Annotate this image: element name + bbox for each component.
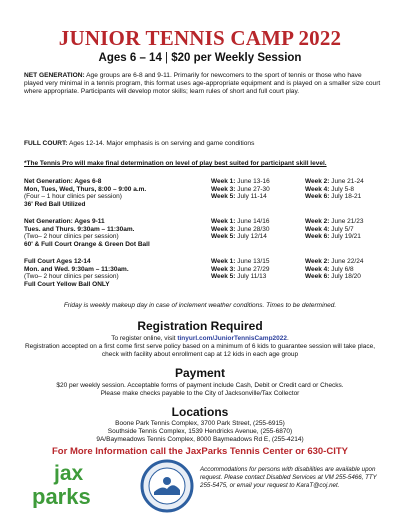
week-label: Week 4: bbox=[305, 265, 330, 273]
group-2-weeks-even bbox=[305, 218, 385, 241]
week-label: Week 5: bbox=[211, 273, 236, 281]
registration-suffix: . bbox=[287, 335, 289, 342]
jaxparks-logo bbox=[30, 460, 120, 508]
page-title: JUNIOR TENNIS CAMP 2022 bbox=[58, 26, 342, 50]
week-date: June 22/24 bbox=[331, 258, 364, 265]
group-1-weeks-odd bbox=[211, 178, 311, 201]
week-date: July 11-14 bbox=[237, 193, 267, 201]
week-date: July 18-21 bbox=[331, 193, 362, 201]
group-1-info bbox=[24, 178, 209, 209]
group-1-times: Mon, Tues, Wed, Thurs, 8:00 – 9:00 a.m. bbox=[24, 185, 147, 193]
group-3-info bbox=[24, 258, 209, 289]
payment-methods: $20 per weekly session. Acceptable forms of payment include Cash, Debit or Credit card or Checks. bbox=[56, 382, 344, 389]
net-generation-text: Age groups are 6-8 and 9-11. Primarily for newcomers to the sport of tennis or those who have played very minimal in a tennis program, this format uses age-appropriate equipment and is played on a smaller size court where appropriate. Participants will develop motor skills; learn rules of short and full court play. bbox=[24, 72, 381, 96]
week-label: Week 2: bbox=[305, 258, 330, 265]
group-3-ball: Full Court Yellow Ball ONLY bbox=[24, 281, 110, 289]
group-3-clinics: (Two– 2 hour clinics per session) bbox=[24, 273, 119, 281]
week-date: July 11/13 bbox=[237, 273, 267, 281]
group-2-weeks-odd bbox=[211, 218, 311, 241]
week-label: Week 6: bbox=[305, 193, 330, 201]
week-label: Week 3: bbox=[211, 265, 236, 273]
week-date: July 6/8 bbox=[331, 265, 354, 273]
group-2-ball: 60' & Full Court Orange & Green Dot Ball bbox=[24, 241, 150, 249]
location-item: Southside Tennis Complex, 1539 Hendricks Avenue, (255-6870) bbox=[107, 428, 293, 436]
group-2-info bbox=[24, 218, 209, 249]
full-court-label: FULL COURT: bbox=[24, 140, 68, 147]
week-label: Week 4: bbox=[305, 185, 330, 193]
week-label: Week 5: bbox=[211, 233, 236, 241]
week-date: July 5/7 bbox=[331, 225, 354, 233]
skill-level-note: *The Tennis Pro will make final determination on level of play best suited for participant skill level. bbox=[24, 160, 327, 167]
city-seal-icon bbox=[140, 459, 194, 513]
week-date: June 27/29 bbox=[237, 265, 270, 273]
group-1-clinics: (Four – 1 hour clinics per session) bbox=[24, 193, 122, 201]
week-date: June 27-30 bbox=[237, 185, 270, 193]
subtitle bbox=[0, 52, 400, 64]
week-label: Week 2: bbox=[305, 218, 330, 225]
makeup-day-note: Friday is weekly makeup day in case of inclement weather conditions. Times to be determined. bbox=[63, 302, 337, 309]
net-generation-paragraph bbox=[24, 72, 382, 97]
group-2-clinics: (Two– 2 hour clinics per session) bbox=[24, 233, 119, 241]
week-label: Week 2: bbox=[305, 178, 330, 185]
week-date: June 21-24 bbox=[331, 178, 364, 185]
subtitle-price: $20 per Weekly Session bbox=[171, 52, 302, 64]
week-label: Week 6: bbox=[305, 273, 330, 281]
location-item: Boone Park Tennis Complex, 3700 Park Street, (255-6915) bbox=[115, 420, 285, 427]
registration-prefix: To register online, visit bbox=[111, 335, 176, 342]
week-date: June 28/30 bbox=[237, 225, 270, 233]
week-label: Week 3: bbox=[211, 225, 236, 233]
group-3-weeks-odd bbox=[211, 258, 311, 281]
registration-text bbox=[24, 335, 376, 360]
week-label: Week 6: bbox=[305, 233, 330, 241]
week-label: Week 1: bbox=[211, 218, 236, 225]
group-3-times: Mon. and Wed. 9:30am – 11:30am. bbox=[24, 265, 129, 273]
group-2-name: Net Generation: Ages 9-11 bbox=[24, 218, 105, 225]
location-item: 9A/Baymeadows Tennis Complex, 8000 Baymeadows Rd E, (255-4214) bbox=[96, 436, 304, 444]
group-2-times: Tues. and Thurs. 9:30am – 11:30am. bbox=[24, 225, 135, 233]
week-date: June 13-16 bbox=[237, 178, 270, 185]
payment-text bbox=[24, 382, 376, 398]
week-label: Week 4: bbox=[305, 225, 330, 233]
locations-heading: Locations bbox=[171, 405, 229, 419]
registration-link[interactable]: tinyurl.com/JuniorTennisCamp2022 bbox=[177, 335, 287, 342]
logo-jax: jax bbox=[54, 462, 84, 485]
subtitle-age: Ages 6 – 14 bbox=[98, 52, 162, 64]
group-1-name: Net Generation: Ages 6-8 bbox=[24, 178, 102, 185]
group-1-ball: 36' Red Ball Utilized bbox=[24, 201, 86, 209]
payment-checks: Please make checks payable to the City of Jacksonville/Tax Collector bbox=[100, 390, 300, 398]
locations-list bbox=[24, 420, 376, 445]
full-court-text: Ages 12-14. Major emphasis is on serving and game conditions bbox=[68, 140, 255, 147]
week-date: June 21/23 bbox=[331, 218, 364, 225]
week-label: Week 5: bbox=[211, 193, 236, 201]
group-3-weeks-even bbox=[305, 258, 385, 281]
payment-heading: Payment bbox=[174, 366, 226, 380]
net-generation-label: NET GENERATION: bbox=[24, 72, 85, 79]
week-date: July 12/14 bbox=[237, 233, 267, 241]
more-info-line: For More Information call the JaxParks Tennis Center or 630-CITY bbox=[52, 446, 348, 457]
week-date: June 13/15 bbox=[237, 258, 270, 265]
group-3-name: Full Court Ages 12-14 bbox=[24, 258, 91, 265]
logo-parks: parks bbox=[32, 484, 91, 508]
week-label: Week 1: bbox=[211, 258, 236, 265]
week-date: July 5-8 bbox=[331, 185, 355, 193]
registration-policy: Registration accepted on a first come first serve policy based on a minimum of 6 kids to guarantee session will take place, check with facility about enrollment cap at 12 kids in each age group bbox=[24, 343, 376, 359]
week-label: Week 3: bbox=[211, 185, 236, 193]
registration-heading: Registration Required bbox=[137, 319, 263, 333]
week-date: June 14/16 bbox=[237, 218, 270, 225]
group-1-weeks-even bbox=[305, 178, 385, 201]
week-date: July 19/21 bbox=[331, 233, 361, 241]
full-court-paragraph bbox=[24, 140, 382, 148]
week-label: Week 1: bbox=[211, 178, 236, 185]
accessibility-notice: Accommodations for persons with disabilities are available upon request. Please contact Disabled Services at VM 255-5466, TTY 255-5475, or email your request to KaraT@coj.net. bbox=[200, 466, 377, 489]
subtitle-separator: | bbox=[165, 52, 169, 64]
week-date: July 18/20 bbox=[331, 273, 361, 281]
